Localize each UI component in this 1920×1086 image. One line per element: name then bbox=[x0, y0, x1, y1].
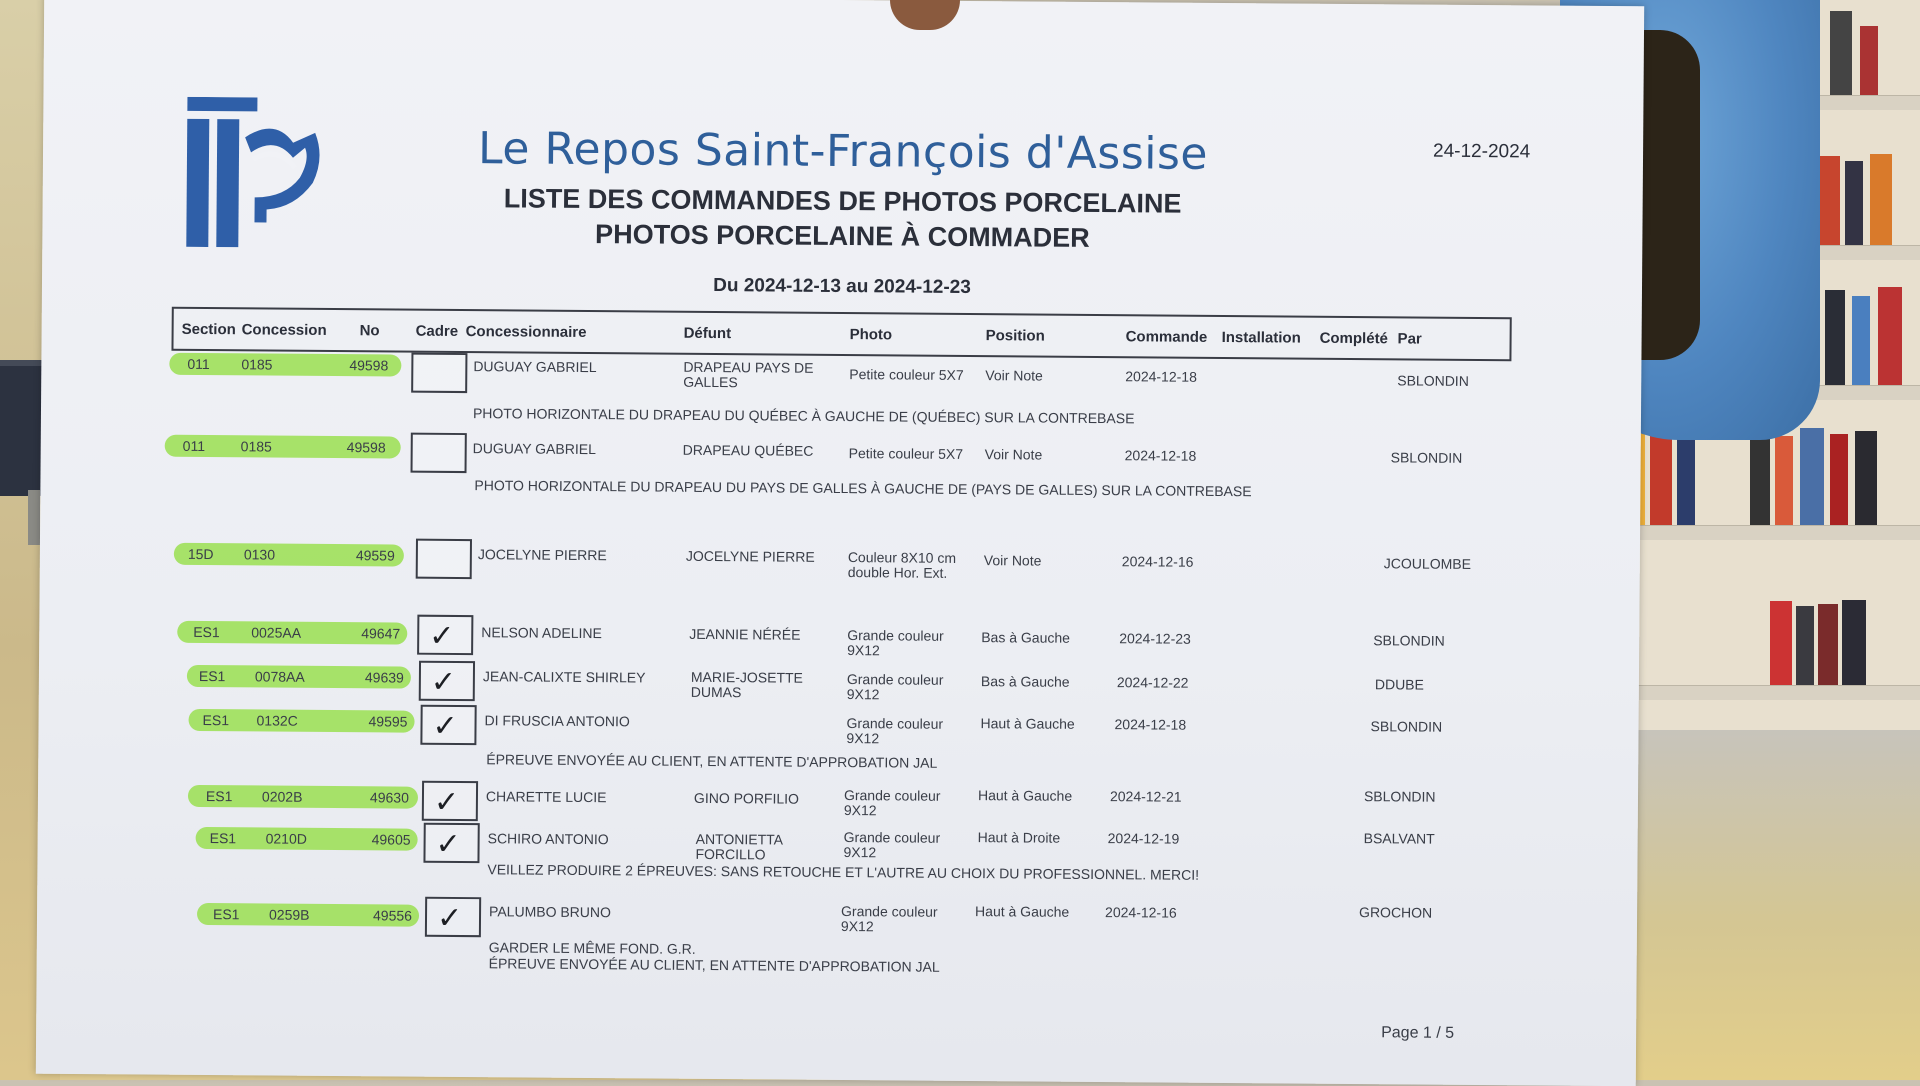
cell-par: SBLONDIN bbox=[1373, 632, 1445, 649]
cadre-checkbox[interactable] bbox=[425, 897, 481, 937]
document-page bbox=[36, 0, 1644, 1086]
row-note: ÉPREUVE ENVOYÉE AU CLIENT, EN ATTENTE D'APPROBATION JAL bbox=[488, 955, 940, 975]
cell-defunt: MARIE-JOSETTE DUMAS bbox=[690, 668, 803, 701]
table-row bbox=[40, 542, 1640, 605]
book bbox=[1860, 26, 1878, 96]
document-title: LISTE DES COMMANDES DE PHOTOS PORCELAINE bbox=[503, 183, 1182, 219]
document-subtitle: PHOTOS PORCELAINE À COMMADER bbox=[595, 219, 1090, 253]
cell-commande: 2024-12-18 bbox=[1124, 447, 1197, 464]
cell-no: 49630 bbox=[369, 789, 409, 806]
column-header-section: Section bbox=[181, 320, 236, 339]
row-note: GARDER LE MÊME FOND. G.R. bbox=[488, 939, 696, 957]
checkmark-icon: ✓ bbox=[429, 618, 455, 654]
cell-position: Haut à Droite bbox=[977, 829, 1061, 846]
row-note: PHOTO HORIZONTALE DU DRAPEAU DU PAYS DE GALLES À GAUCHE DE (PAYS DE GALLES) SUR LA CONTREBASE bbox=[474, 477, 1252, 500]
column-header-par: Par bbox=[1397, 330, 1422, 348]
cadre-checkbox[interactable] bbox=[411, 353, 467, 393]
cell-photo: Grande couleur 9X12 bbox=[843, 829, 941, 861]
checkmark-icon: ✓ bbox=[430, 664, 457, 700]
cell-commande: 2024-12-18 bbox=[1114, 716, 1187, 733]
cell-concession: 0210D bbox=[265, 830, 307, 847]
column-header-position: Position bbox=[985, 327, 1045, 345]
table-header bbox=[171, 307, 1511, 362]
cadre-checkbox[interactable] bbox=[411, 433, 467, 473]
cell-commande: 2024-12-19 bbox=[1107, 830, 1180, 847]
book bbox=[1830, 11, 1852, 96]
date-range: Du 2024-12-13 au 2024-12-23 bbox=[713, 274, 971, 299]
column-header-photo: Photo bbox=[849, 326, 893, 344]
cell-commande: 2024-12-16 bbox=[1105, 904, 1177, 921]
book bbox=[1750, 430, 1770, 526]
cell-position: Voir Note bbox=[985, 367, 1043, 384]
cell-concessionnaire: CHARETTE LUCIE bbox=[485, 788, 607, 806]
cell-par: BSALVANT bbox=[1363, 830, 1435, 847]
cadre-checkbox[interactable] bbox=[417, 615, 473, 655]
cell-no: 49598 bbox=[349, 357, 389, 374]
cell-par: SBLONDIN bbox=[1370, 718, 1443, 735]
cell-concessionnaire: JEAN-CALIXTE SHIRLEY bbox=[482, 668, 646, 686]
cell-section: ES1 bbox=[209, 830, 237, 847]
book bbox=[1852, 296, 1870, 386]
cell-par: SBLONDIN bbox=[1363, 788, 1436, 805]
cell-concession: 0202B bbox=[261, 788, 303, 805]
book bbox=[1650, 434, 1672, 526]
book bbox=[1845, 161, 1863, 246]
cell-par: DDUBE bbox=[1374, 676, 1424, 693]
cadre-checkbox[interactable] bbox=[422, 781, 478, 821]
cadre-checkbox[interactable] bbox=[423, 823, 479, 863]
book bbox=[1878, 287, 1902, 386]
column-header-concessionnaire: Concessionnaire bbox=[465, 323, 587, 342]
cell-concession: 0185 bbox=[240, 438, 272, 455]
book bbox=[1830, 434, 1848, 526]
cell-concessionnaire: SCHIRO ANTONIO bbox=[487, 830, 609, 848]
cell-concession: 0132C bbox=[256, 712, 298, 729]
row-note: PHOTO HORIZONTALE DU DRAPEAU DU QUÉBEC À GAUCHE DE (QUÉBEC) SUR LA CONTREBASE bbox=[472, 405, 1135, 427]
cell-section: ES1 bbox=[202, 711, 230, 729]
column-header-installation: Installation bbox=[1221, 328, 1301, 347]
cell-concessionnaire: JOCELYNE PIERRE bbox=[477, 546, 607, 564]
book bbox=[1800, 428, 1824, 526]
print-date: 24-12-2024 bbox=[1432, 140, 1531, 163]
cell-concession: 0025AA bbox=[251, 624, 302, 641]
cell-concessionnaire: DUGUAY GABRIEL bbox=[473, 358, 597, 376]
cell-position: Bas à Gauche bbox=[980, 673, 1070, 690]
cell-concession: 0130 bbox=[243, 546, 276, 563]
cell-defunt: DRAPEAU PAYS DE GALLES bbox=[683, 358, 814, 391]
table-row bbox=[41, 352, 1641, 415]
cell-commande: 2024-12-16 bbox=[1121, 553, 1194, 570]
cell-position: Haut à Gauche bbox=[980, 715, 1075, 732]
book bbox=[1677, 438, 1695, 526]
cell-concession: 0078AA bbox=[254, 668, 305, 685]
cell-defunt: JOCELYNE PIERRE bbox=[685, 547, 815, 565]
cell-defunt: JEANNIE NÉRÉE bbox=[689, 625, 801, 643]
cell-position: Voir Note bbox=[983, 552, 1042, 569]
book bbox=[1818, 604, 1838, 686]
cell-no: 49605 bbox=[371, 831, 411, 848]
cell-no: 49639 bbox=[364, 669, 404, 686]
cell-photo: Grande couleur 9X12 bbox=[846, 715, 944, 747]
cell-commande: 2024-12-23 bbox=[1119, 630, 1191, 647]
cell-commande: 2024-12-22 bbox=[1116, 674, 1189, 691]
cell-commande: 2024-12-18 bbox=[1125, 368, 1197, 385]
column-header-defunt: Défunt bbox=[683, 324, 732, 343]
column-header-complete: Complété bbox=[1319, 329, 1389, 348]
cell-photo: Grande couleur 9X12 bbox=[847, 627, 944, 659]
cell-section: ES1 bbox=[212, 906, 240, 923]
book bbox=[1825, 290, 1845, 386]
cell-position: Haut à Gauche bbox=[977, 787, 1073, 804]
cell-section: 15D bbox=[187, 545, 214, 563]
cell-concessionnaire: DI FRUSCIA ANTONIO bbox=[484, 712, 630, 730]
cell-position: Haut à Gauche bbox=[975, 903, 1070, 920]
cell-section: 011 bbox=[187, 355, 210, 373]
cell-concessionnaire: PALUMBO BRUNO bbox=[489, 903, 612, 921]
cell-par: GROCHON bbox=[1359, 904, 1433, 921]
cell-section: 011 bbox=[182, 437, 206, 455]
checkmark-icon: ✓ bbox=[433, 784, 460, 821]
book bbox=[1855, 431, 1877, 526]
cell-no: 49647 bbox=[361, 625, 401, 642]
cell-position: Voir Note bbox=[984, 446, 1043, 463]
row-note: ÉPREUVE ENVOYÉE AU CLIENT, EN ATTENTE D'APPROBATION JAL bbox=[486, 751, 938, 771]
cell-no: 49556 bbox=[372, 907, 413, 924]
cell-section: ES1 bbox=[193, 623, 220, 641]
cell-concession: 0185 bbox=[241, 356, 273, 373]
checkmark-icon: ✓ bbox=[432, 708, 458, 745]
cadre-checkbox[interactable] bbox=[419, 661, 475, 701]
cell-concessionnaire: DUGUAY GABRIEL bbox=[472, 440, 596, 458]
book bbox=[1770, 601, 1792, 686]
cell-section: ES1 bbox=[198, 667, 226, 685]
cell-photo: Grande couleur 9X12 bbox=[846, 671, 944, 703]
cell-commande: 2024-12-21 bbox=[1109, 788, 1182, 805]
cadre-checkbox[interactable] bbox=[420, 705, 476, 745]
checkmark-icon: ✓ bbox=[436, 900, 463, 937]
background-bench-leg bbox=[28, 490, 40, 545]
book bbox=[1870, 154, 1892, 246]
cell-position: Bas à Gauche bbox=[981, 629, 1071, 646]
cell-defunt: ANTONIETTA FORCILLO bbox=[695, 830, 783, 863]
book bbox=[1842, 600, 1866, 686]
column-header-concession: Concession bbox=[241, 321, 327, 339]
cell-photo: Petite couleur 5X7 bbox=[849, 366, 964, 383]
cell-no: 49598 bbox=[346, 439, 386, 456]
cell-defunt: DRAPEAU QUÉBEC bbox=[682, 441, 814, 459]
cell-photo: Couleur 8X10 cm double Hor. Ext. bbox=[847, 549, 957, 581]
book bbox=[1820, 156, 1840, 246]
organization-name: Le Repos Saint-François d'Assise bbox=[477, 123, 1209, 180]
table-row bbox=[37, 902, 1637, 965]
cadre-checkbox[interactable] bbox=[416, 539, 472, 579]
cell-par: JCOULOMBE bbox=[1383, 555, 1472, 572]
cell-photo: Grande couleur 9X12 bbox=[843, 787, 941, 819]
book bbox=[1775, 436, 1793, 526]
cell-no: 49559 bbox=[355, 547, 395, 564]
cell-concessionnaire: NELSON ADELINE bbox=[481, 624, 602, 642]
column-header-commande: Commande bbox=[1125, 328, 1208, 346]
cell-defunt: GINO PORFILIO bbox=[693, 789, 800, 807]
column-header-no: No bbox=[359, 322, 380, 340]
cell-section: ES1 bbox=[205, 788, 233, 805]
book bbox=[1796, 606, 1814, 686]
cell-concession: 0259B bbox=[268, 906, 310, 923]
cell-photo: Grande couleur 9X12 bbox=[840, 903, 938, 935]
checkmark-icon: ✓ bbox=[435, 826, 461, 863]
cell-par: SBLONDIN bbox=[1390, 449, 1463, 466]
row-note: VEILLEZ PRODUIRE 2 ÉPREUVES: SANS RETOUCHE ET L'AUTRE AU CHOIX DU PROFESSIONNEL. MERCI! bbox=[487, 861, 1200, 883]
cell-par: SBLONDIN bbox=[1397, 372, 1469, 389]
page-number: Page 1 / 5 bbox=[1381, 1024, 1455, 1042]
cell-no: 49595 bbox=[368, 713, 408, 730]
column-header-cadre: Cadre bbox=[415, 322, 459, 340]
cell-photo: Petite couleur 5X7 bbox=[848, 445, 964, 462]
